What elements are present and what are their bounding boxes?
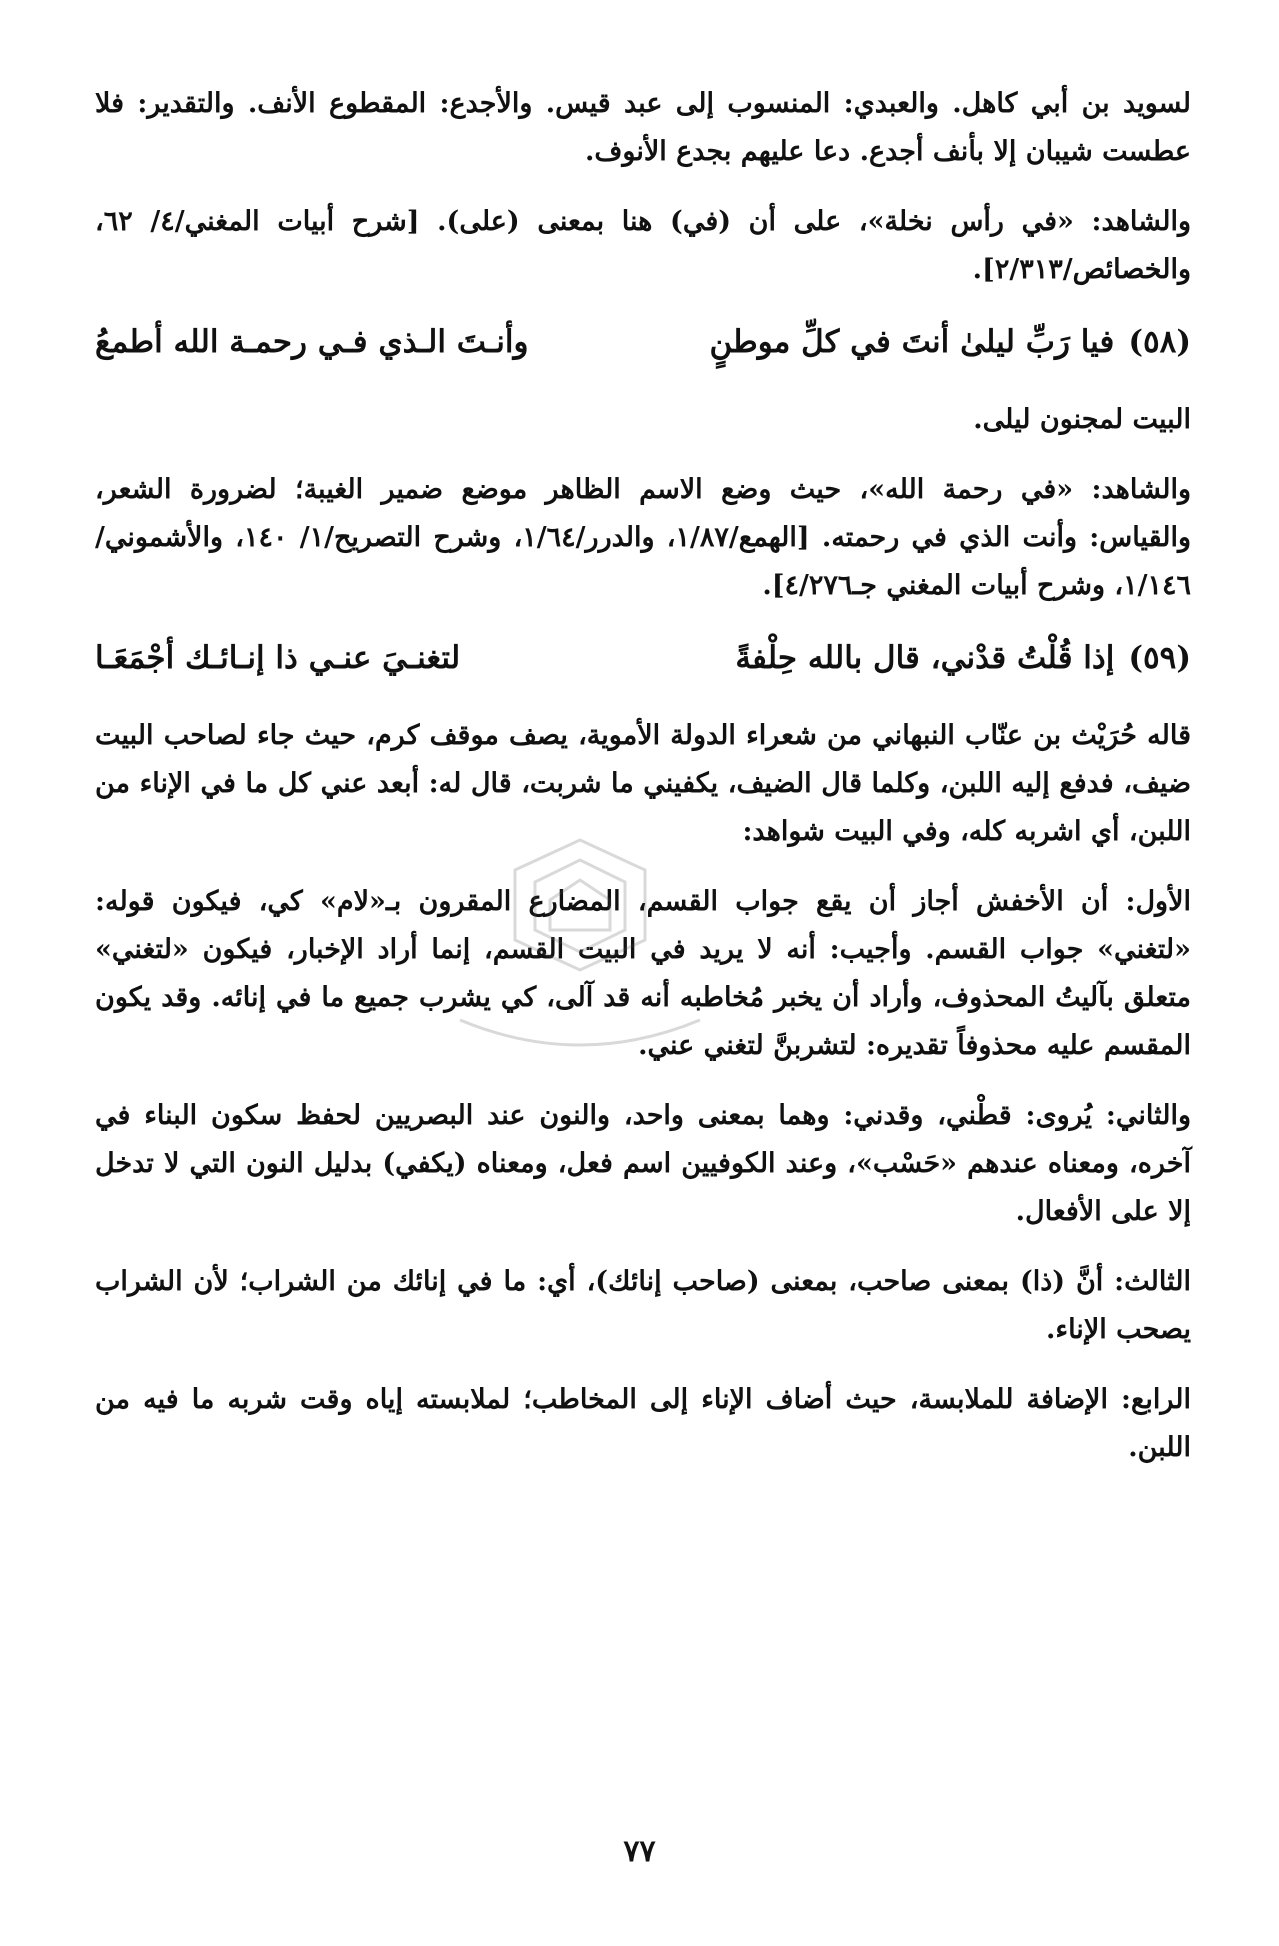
paragraph-shahid-58: والشاهد: «في رحمة الله»، حيث وضع الاسم الظاهر موضع ضمير الغيبة؛ لضرورة الشعر، والقياس: وأنت الذي في رحمته. [الهمع/١/٨٧، والدرر/١/٦٤، وشرح التصريح/١/ ١٤٠، والأشموني/١/١٤٦، وشرح أبيات المغني جـ٤/٢٧٦]. xyxy=(95,474,1191,601)
paragraph-shahid-third: الثالث: أنَّ (ذا) بمعنى صاحب، بمعنى (صاحب إنائك)، أي: ما في إنائك من الشراب؛ لأن الشراب يصحب الإناء. xyxy=(95,1266,1191,1345)
verse-58 xyxy=(95,316,1191,368)
paragraph-shahid-57: والشاهد: «في رأس نخلة»، على أن (في) هنا بمعنى (على). [شرح أبيات المغني/٤/ ٦٢، والخصائص/٢/٣١٣]. xyxy=(95,206,1192,285)
verse-59-number: (٥٩) xyxy=(1128,640,1191,676)
verse-59-first-hemistich xyxy=(735,632,1191,684)
paragraph-attribution-58: البيت لمجنون ليلى. xyxy=(973,404,1191,435)
verse-58-first-hemistich xyxy=(709,316,1191,368)
paragraph-shahid-second: والثاني: يُروى: قطْني، وقدني: وهما بمعنى واحد، والنون عند البصريين لحفظ سكون البناء في آخره، ومعناه عندهم «حَسْب»، وعند الكوفيين اسم فعل، ومعناه (يكفي) بدليل النون التي لا تدخل إلا على الأفعال. xyxy=(95,1100,1191,1227)
verse-59-second-hemistich: لتغنـيَ عنـي ذا إنـائـك أجْمَعَـا xyxy=(95,640,461,676)
verse-58-second-hemistich: وأنـتَ الـذي فـي رحمـة الله أطمعُ xyxy=(95,324,529,360)
verse-58-first-text: فيا رَبِّ ليلىٰ أنتَ في كلِّ موطنٍ xyxy=(709,324,1115,360)
verse-58-number: (٥٨) xyxy=(1128,324,1191,360)
paragraph-shahid-fourth: الرابع: الإضافة للملابسة، حيث أضاف الإناء إلى المخاطب؛ لملابسته إياه وقت شربه ما فيه من اللبن. xyxy=(95,1384,1191,1463)
paragraph-sources-end: لسويد بن أبي كاهل. والعبدي: المنسوب إلى عبد قيس. والأجدع: المقطوع الأنف. والتقدير: فلا عطست شيبان إلا بأنف أجدع. دعا عليهم بجدع الأنوف. xyxy=(95,88,1191,167)
paragraph-shahid-first: الأول: أن الأخفش أجاز أن يقع جواب القسم، المضارع المقرون بـ«لام» كي، فيكون قوله: «لتغني» جواب القسم. وأجيب: أنه لا يريد في البيت القسم، إنما أراد الإخبار، فيكون «لتغني» متعلق بآليتُ المحذوف، وأراد أن يخبر مُخاطبه أنه قد آلى، كي يشرب جميع ما في إنائه. وقد يكون المقسم عليه محذوفاً تقديره: لتشربنَّ لتغني عني. xyxy=(95,886,1191,1061)
paragraph-attribution-59: قاله حُرَيْث بن عنّاب النبهاني من شعراء الدولة الأموية، يصف موقف كرم، حيث جاء لصاحب البيت ضيف، فدفع إليه اللبن، وكلما قال الضيف، يكفيني ما شربت، قال له: أبعد عني كل ما في الإناء من اللبن، أي اشربه كله، وفي البيت شواهد: xyxy=(95,720,1192,847)
verse-59 xyxy=(95,632,1191,684)
page-number: ٧٧ xyxy=(623,1834,656,1869)
verse-59-first-text: إذا قُلْتُ قدْني، قال بالله حِلْفةً xyxy=(735,640,1115,676)
